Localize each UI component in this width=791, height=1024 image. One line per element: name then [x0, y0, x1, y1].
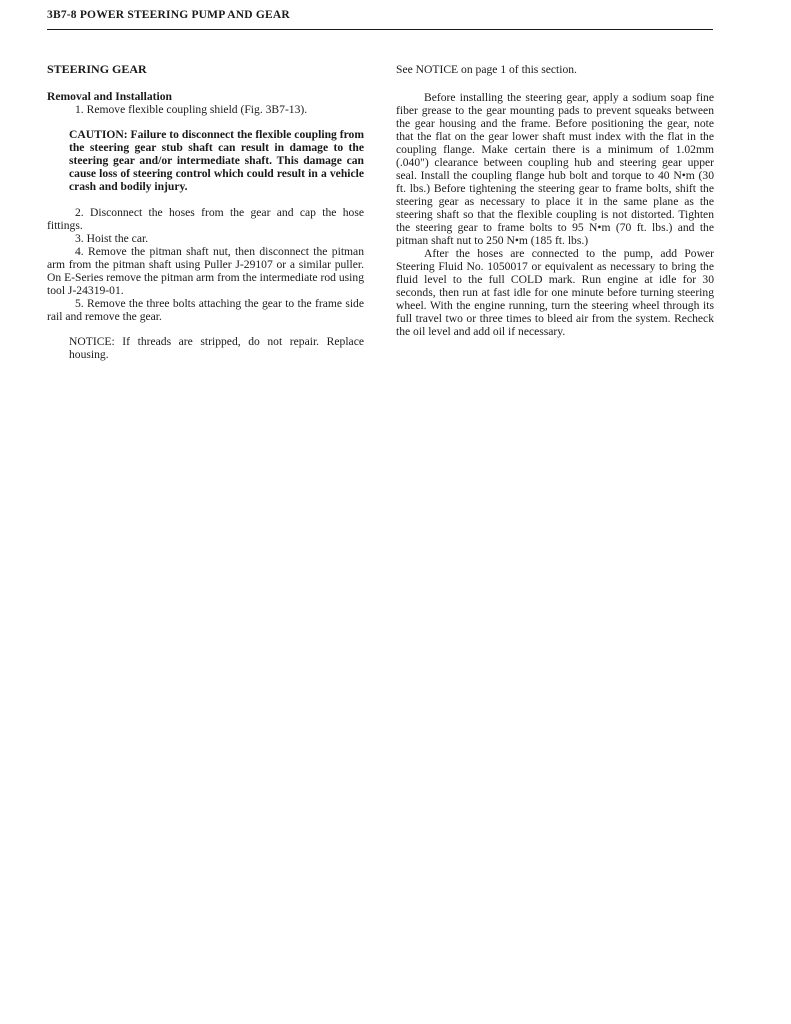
- step-2: 2. Disconnect the hoses from the gear and cap the hose fittings.: [47, 206, 364, 232]
- left-column: [47, 63, 364, 361]
- notice-block: NOTICE: If threads are stripped, do not repair. Replace housing.: [69, 335, 364, 361]
- page-header: [47, 7, 713, 30]
- step-5: 5. Remove the three bolts attaching the gear to the frame side rail and remove the gear.: [47, 297, 364, 323]
- caution-block: CAUTION: Failure to disconnect the flexible coupling from the steering gear stub shaft can result in damage to the steering gear and/or intermediate shaft. This damage can cause loss of steering control which could result in a vehicle crash and bodily injury.: [69, 128, 364, 193]
- step-1: 1. Remove flexible coupling shield (Fig. 3B7-13).: [75, 103, 308, 116]
- right-column: [396, 63, 714, 338]
- notice-reference: See NOTICE on page 1 of this section.: [396, 63, 577, 76]
- subsection-title: Removal and Installation: [47, 90, 172, 103]
- step-3: 3. Hoist the car.: [75, 232, 149, 245]
- page-header-title: 3B7-8 POWER STEERING PUMP AND GEAR: [47, 9, 290, 21]
- step-4: 4. Remove the pitman shaft nut, then disconnect the pitman arm from the pitman shaft using Puller J-29107 or a similar puller. On E-Series remove the pitman arm from the intermediate rod using tool J-24319-01.: [47, 245, 364, 297]
- section-title: STEERING GEAR: [47, 62, 147, 76]
- installation-paragraph: Before installing the steering gear, apply a sodium soap fine fiber grease to the gear mounting pads to prevent squeaks between the gear housing and the frame. Before positioning the gear, note that the flat on the gear lower shaft must index with the flat in the coupling flange. Make certain there is a minimum of 1.02mm (.040") clearance between coupling hub and steering gear upper seal. Install the coupling flange hub bolt and torque to 40 N•m (30 ft. lbs.) Before tightening the steering gear to frame bolts, shift the steering gear as necessary to place it in the same plane as the steering shaft so that the flexible coupling is not distorted. Tighten the steering gear to frame bolts to 95 N•m (70 ft. lbs.) and the pitman shaft nut to 250 N•m (185 ft. lbs.): [396, 91, 714, 247]
- fluid-fill-paragraph: After the hoses are connected to the pump, add Power Steering Fluid No. 1050017 or equivalent as necessary to bring the fluid level to the full COLD mark. Run engine at idle for 30 seconds, then run at fast idle for one minute before turning steering wheel. With the engine running, turn the steering wheel through its full travel two or three times to bleed air from the system. Recheck the oil level and add oil if necessary.: [396, 247, 714, 338]
